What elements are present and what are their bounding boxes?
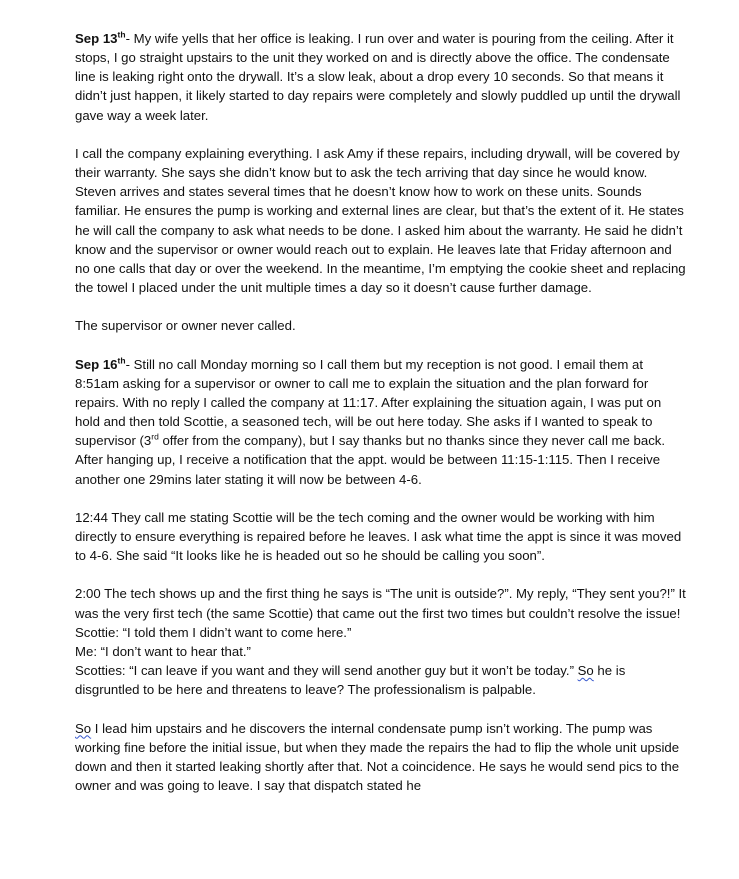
paragraph-call-company bbox=[75, 144, 689, 297]
dialog-line-scotties: Scotties: “I can leave if you want and they will send another guy but it won’t be today.” So he is disgruntled to be here and threatens to leave? The professionalism is palpable. bbox=[75, 663, 626, 698]
paragraph-sep-16 bbox=[75, 355, 689, 489]
paragraph-text: I call the company explaining everything. I ask Amy if these repairs, including drywall, will be covered by their warranty. She says she didn’t know but to ask the tech arriving that day since he would know. Steven arrives and states several times that he doesn’t know how to work on these units. Sounds familiar. He ensures the pump is working and external lines are clear, but that’s the extent of it. He states he will call the company to ask what needs to be done. I asked him about the warranty. He said he didn’t know and the supervisor or owner would reach out to explain. He leaves late that Friday afternoon and no one calls that day or over the weekend. In the meantime, I’m emptying the cookie sheet and replacing the towel I placed under the unit multiple times a day so it doesn’t cause further damage. bbox=[75, 145, 686, 296]
paragraph-never-called bbox=[75, 316, 689, 335]
date-heading-sep-16: Sep 16th bbox=[75, 355, 126, 372]
document-page bbox=[75, 29, 689, 795]
paragraph-text: offer from the company), but I say thanks but no thanks since they never call me back. After hanging up, I receive a notification that the appt. would be between 11:15-1:115. Then I receive another one 29mins later stating it will now be between 4-6. bbox=[75, 433, 666, 487]
paragraph-text: The supervisor or owner never called. bbox=[75, 318, 296, 334]
paragraph-text: 12:44 They call me stating Scottie will be the tech coming and the owner would be working with him directly to ensure everything is repaired before he leaves. I ask what time the appt is since it was moved to 4-6. She said “It looks like he is headed out so he should be calling you soon”. bbox=[75, 509, 682, 564]
spellcheck-flag: So bbox=[577, 663, 594, 679]
dialog-line-scottie: Scottie: “I told them I didn’t want to come here.” bbox=[75, 624, 352, 640]
ordinal-suffix: rd bbox=[151, 431, 159, 442]
paragraph-text: - My wife yells that her office is leaking. I run over and water is pouring from the ceiling. After it stops, I go straight upstairs to the unit they worked on and is directly above the office. The condensate line is leaking right onto the drywall. It’s a slow leak, about a drop every 10 seconds. So that means it didn’t just happen, it likely started to day repairs were completely and slowly puddled up until the drywall gave way a week later. bbox=[75, 31, 681, 123]
paragraph-text: 2:00 The tech shows up and the first thing he says is “The unit is outside?”. My reply, “They sent you?!” It was the very first tech (the same Scottie) that came out the first two times but couldn’t resolve the issue! bbox=[75, 586, 686, 621]
paragraph-2-00 bbox=[75, 584, 689, 699]
paragraph-text: - Still no call Monday morning so I call them but my reception is not good. I email them at 8:51am asking for a supervisor or owner to call me to explain the situation and the plan forward for repairs. With no reply I called the company at 11:17. After explaining the situation again, I was put on hold and then told Scottie, a seasoned tech, will be out here today. She asks if I wanted to speak to supervisor (3 bbox=[75, 356, 662, 449]
paragraph-upstairs bbox=[75, 719, 689, 796]
paragraph-text: I lead him upstairs and he discovers the internal condensate pump isn’t working. The pump was working fine before the initial issue, but when they made the repairs the had to flip the whole unit upside down and then it started leaking shortly after that. Not a coincidence. He says he would send pics to the owner and was going to leave. I say that dispatch stated he bbox=[75, 720, 680, 793]
date-heading-sep-13: Sep 13th bbox=[75, 29, 126, 46]
dialog-line-me: Me: “I don’t want to hear that.” bbox=[75, 643, 251, 659]
spellcheck-flag: So bbox=[75, 720, 92, 736]
paragraph-sep-13 bbox=[75, 29, 689, 125]
paragraph-12-44 bbox=[75, 508, 689, 565]
